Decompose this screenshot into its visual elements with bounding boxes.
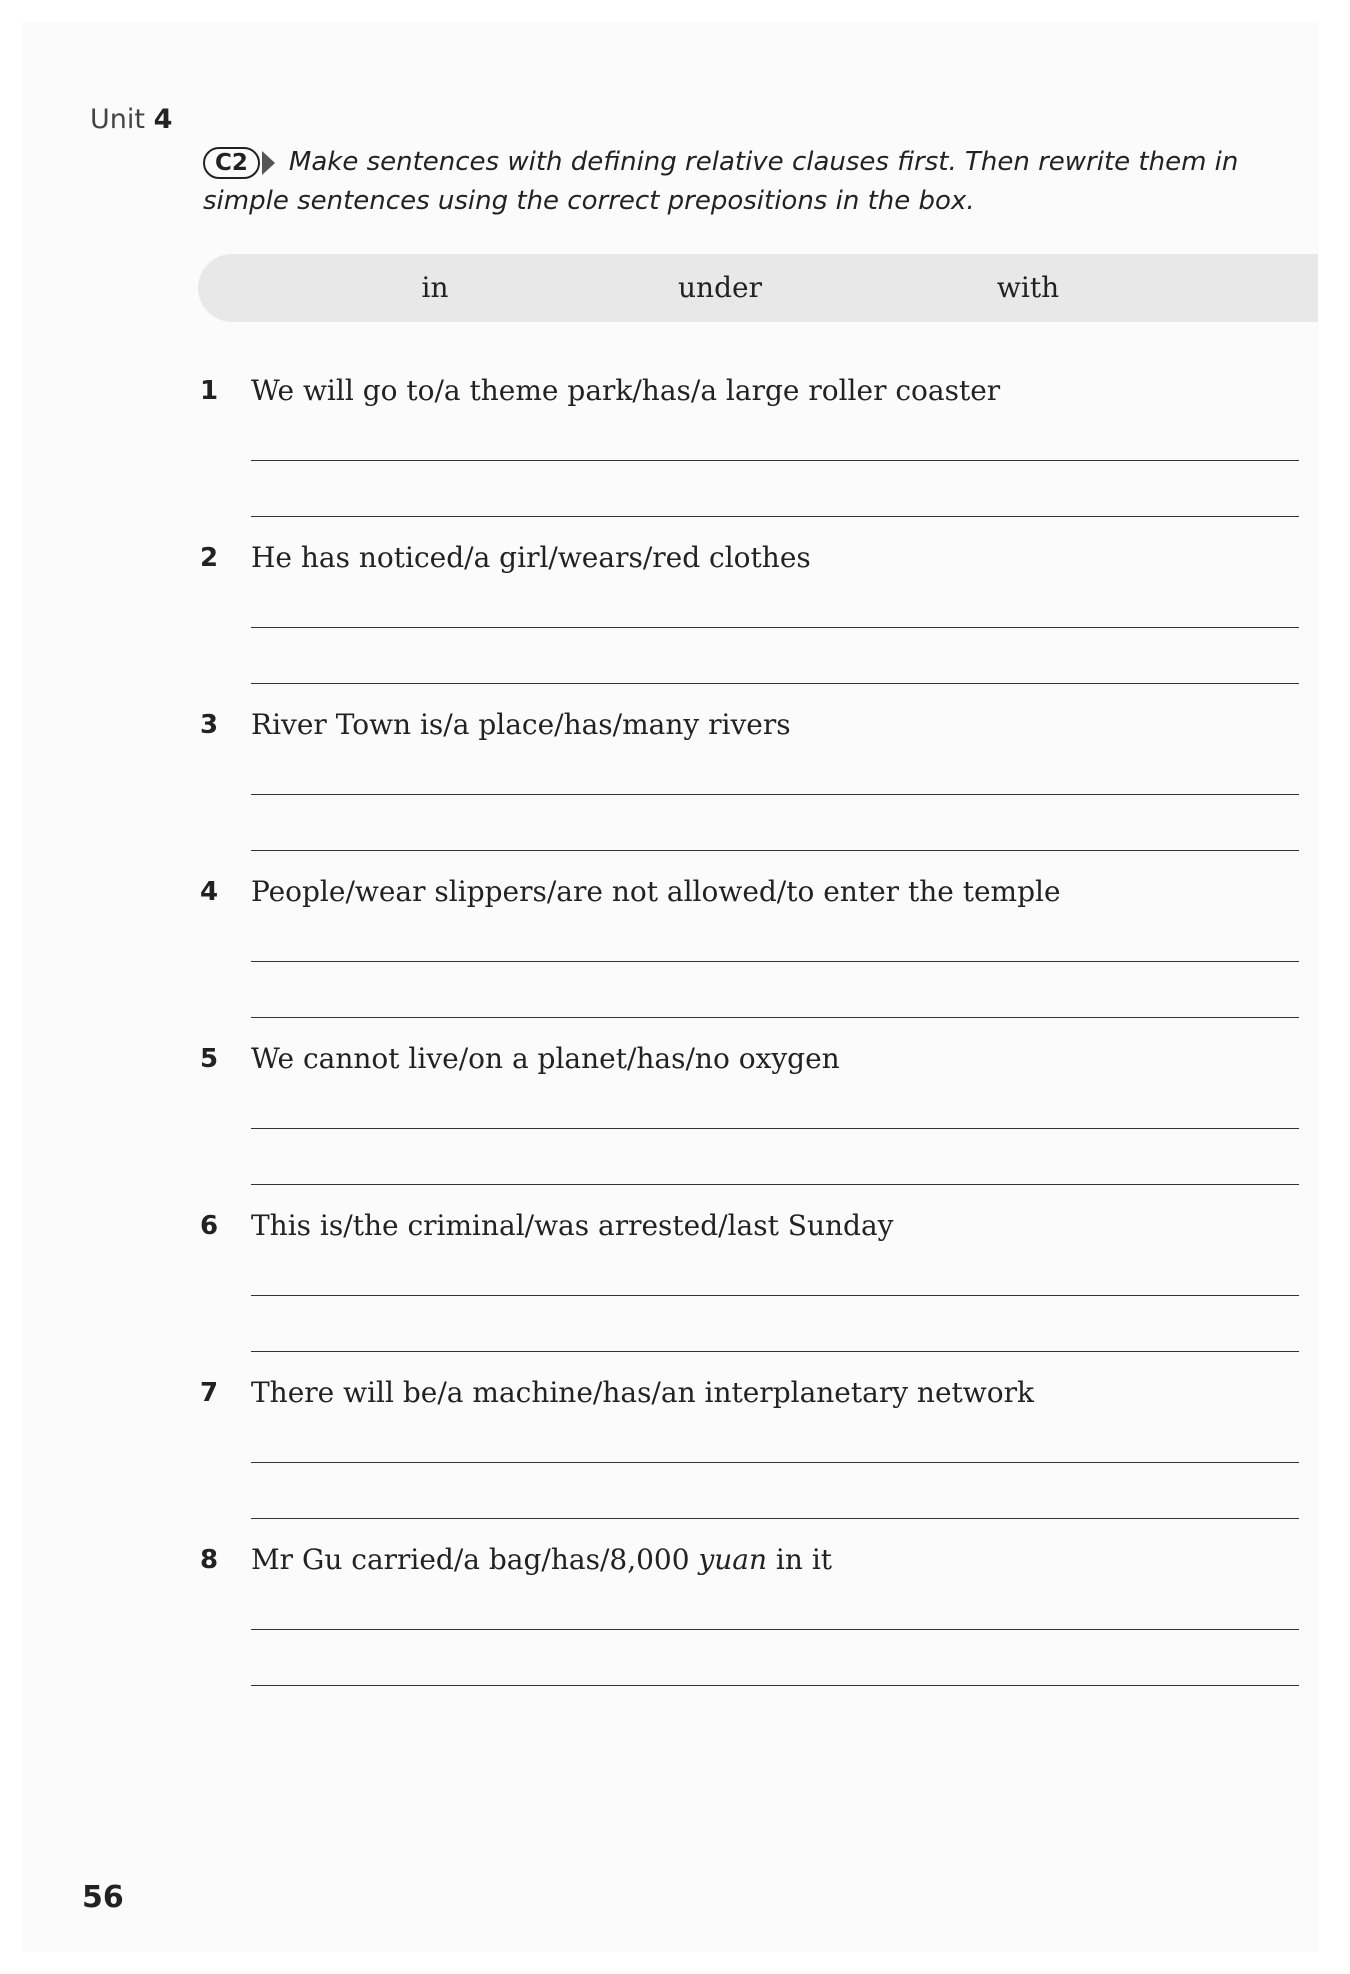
answer-line[interactable]	[251, 1351, 1299, 1352]
item-number: 8	[200, 1545, 219, 1575]
unit-header	[90, 104, 172, 135]
answer-line[interactable]	[251, 1184, 1299, 1185]
answer-line[interactable]	[251, 794, 1299, 795]
answer-line[interactable]	[251, 1629, 1299, 1630]
item-number: 2	[200, 543, 219, 573]
item-prompt: People/wear slippers/are not allowed/to enter the temple	[251, 875, 1061, 908]
item-number: 5	[200, 1044, 219, 1074]
answer-line[interactable]	[251, 460, 1299, 461]
item-number: 6	[200, 1211, 219, 1241]
answer-line[interactable]	[251, 1462, 1299, 1463]
answer-line[interactable]	[251, 1295, 1299, 1296]
item-prompt: We will go to/a theme park/has/a large roller coaster	[251, 374, 1001, 407]
unit-number: 4	[153, 104, 173, 135]
answer-line[interactable]	[251, 1685, 1299, 1686]
word-in: in	[421, 271, 449, 304]
answer-line[interactable]	[251, 1017, 1299, 1018]
task-code-badge: C2	[203, 147, 260, 179]
item-text-part: Mr Gu carried/a bag/has/8,000	[251, 1543, 699, 1576]
item-prompt	[251, 1542, 832, 1578]
play-arrow-icon	[262, 151, 275, 175]
item-number: 7	[200, 1378, 219, 1408]
item-text-italic: yuan	[698, 1543, 768, 1576]
answer-line[interactable]	[251, 627, 1299, 628]
item-number: 4	[200, 877, 219, 907]
instruction-text: Make sentences with defining relative clauses first. Then rewrite them in simple sentences using the correct prepositions in the box.	[203, 147, 1239, 216]
item-prompt: This is/the criminal/was arrested/last Sunday	[251, 1209, 894, 1242]
item-prompt: There will be/a machine/has/an interplanetary network	[251, 1376, 1034, 1409]
item-text-part: in it	[767, 1543, 833, 1576]
page-number: 56	[82, 1880, 124, 1915]
word-with: with	[996, 271, 1060, 304]
item-number: 3	[200, 710, 219, 740]
item-number: 1	[200, 376, 219, 406]
answer-line[interactable]	[251, 516, 1299, 517]
answer-line[interactable]	[251, 683, 1299, 684]
item-prompt: River Town is/a place/has/many rivers	[251, 708, 791, 741]
answer-line[interactable]	[251, 961, 1299, 962]
preposition-box	[198, 254, 1318, 322]
item-prompt: He has noticed/a girl/wears/red clothes	[251, 541, 811, 574]
word-under: under	[678, 271, 762, 304]
answer-line[interactable]	[251, 850, 1299, 851]
answer-line[interactable]	[251, 1518, 1299, 1519]
task-instruction	[203, 143, 1293, 221]
answer-line[interactable]	[251, 1128, 1299, 1129]
item-prompt: We cannot live/on a planet/has/no oxygen	[251, 1042, 840, 1075]
unit-label: Unit	[90, 104, 145, 135]
